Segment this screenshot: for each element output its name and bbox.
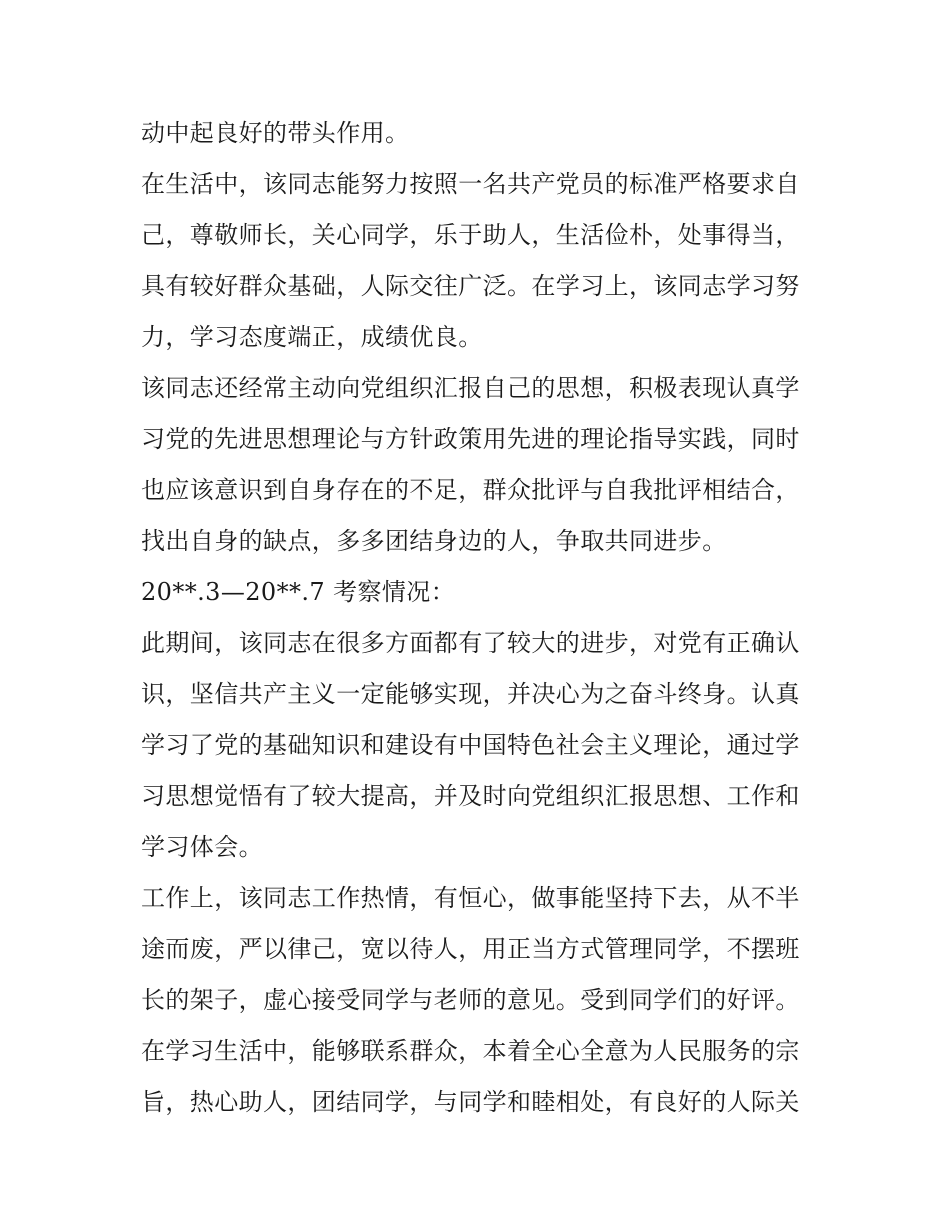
text-line: 找出自身的缺点，多多团结身边的人，争取共同进步。 xyxy=(141,527,727,555)
text-line: 在学习生活中，能够联系群众，本着全心全意为人民服务的宗 xyxy=(141,1037,800,1065)
text-line: 学习了党的基础知识和建设有中国特色社会主义理论，通过学 xyxy=(141,731,800,759)
text-line: 长的架子，虚心接受同学与老师的意见。受到同学们的好评。 xyxy=(141,986,800,1014)
text-line: 识，坚信共产主义一定能够实现，并决心为之奋斗终身。认真 xyxy=(141,680,800,708)
text-line: 该同志还经常主动向党组织汇报自己的思想，积极表现认真学 xyxy=(141,374,800,402)
text-line: 力，学习态度端正，成绩优良。 xyxy=(141,323,483,351)
text-line: 在生活中，该同志能努力按照一名共产党员的标准严格要求自 xyxy=(141,170,800,198)
text-line: 具有较好群众基础，人际交往广泛。在学习上，该同志学习努 xyxy=(141,272,800,300)
text-line: 习党的先进思想理论与方针政策用先进的理论指导实践，同时 xyxy=(141,425,800,453)
text-line: 途而废，严以律己，宽以待人，用正当方式管理同学，不摆班 xyxy=(141,935,800,963)
section-heading: 20**.3—20**.7 考察情况： xyxy=(141,578,456,606)
text-line: 动中起良好的带头作用。 xyxy=(141,119,410,147)
text-line: 也应该意识到自身存在的不足，群众批评与自我批评相结合， xyxy=(141,476,800,504)
text-line: 旨，热心助人，团结同学，与同学和睦相处，有良好的人际关 xyxy=(141,1088,800,1116)
text-line: 此期间，该同志在很多方面都有了较大的进步，对党有正确认 xyxy=(141,629,800,657)
document-body xyxy=(141,108,821,1128)
text-line: 习思想觉悟有了较大提高，并及时向党组织汇报思想、工作和 xyxy=(141,782,800,810)
text-line: 学习体会。 xyxy=(141,833,263,861)
text-line: 己，尊敬师长，关心同学，乐于助人，生活俭朴，处事得当， xyxy=(141,221,800,249)
text-line: 工作上，该同志工作热情，有恒心，做事能坚持下去，从不半 xyxy=(141,884,800,912)
